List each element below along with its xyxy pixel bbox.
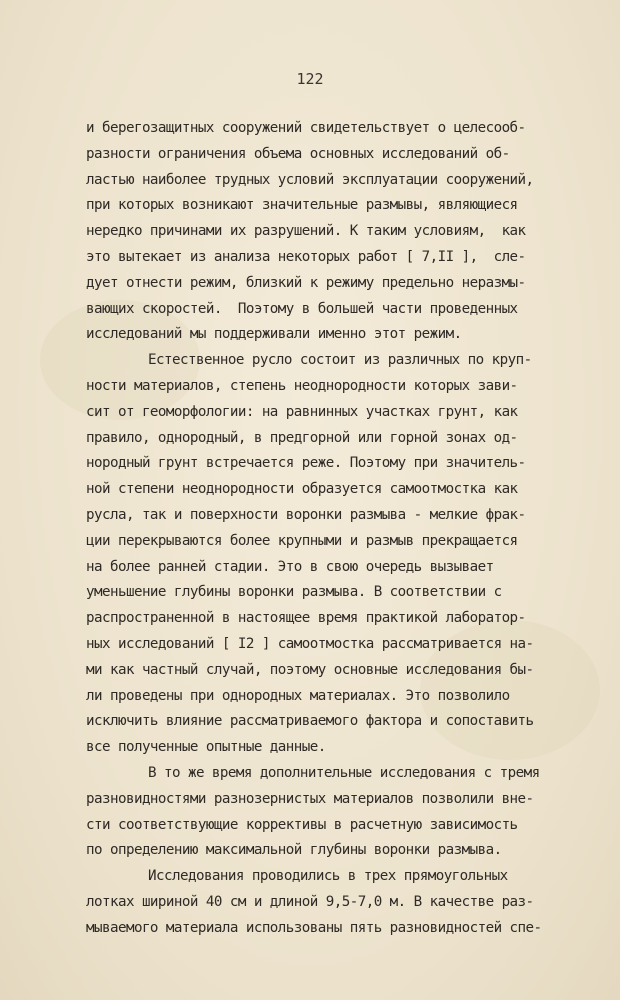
text-line: на более ранней стадии. Это в свою очередь вызывает	[86, 558, 494, 575]
text-line: вающих скоростей. Поэтому в большей части проведенных	[86, 300, 518, 317]
text-line: ли проведены при однородных материалах. Это позволило	[86, 687, 510, 704]
text-line: это вытекает из анализа некоторых работ [ 7,II ], сле-	[86, 248, 526, 265]
text-line: ных исследований [ I2 ] самоотмостка рассматривается на-	[86, 635, 534, 652]
text-line: исследований мы поддерживали именно этот режим.	[86, 326, 462, 343]
page-number: 122	[296, 70, 324, 88]
text-line: мываемого материала использованы пять разновидностей спе-	[86, 919, 542, 936]
text-line: В то же время дополнительные исследования с тремя	[148, 764, 540, 781]
text-line: Исследования проводились в трех прямоугольных	[148, 868, 508, 885]
text-line: правило, однородный, в предгорной или горной зонах од-	[86, 429, 518, 446]
text-line: Естественное русло состоит из различных по круп-	[148, 352, 532, 369]
text-line: при которых возникают значительные размывы, являющиеся	[86, 197, 518, 214]
text-line: разновидностями разнозернистых материалов позволили вне-	[86, 790, 534, 807]
text-line: русла, так и поверхности воронки размыва - мелкие фрак-	[86, 506, 526, 523]
text-line: распространенной в настоящее время практикой лаборатор-	[86, 610, 526, 627]
text-line: ми как частный случай, поэтому основные исследования бы-	[86, 661, 534, 678]
text-line: исключить влияние рассматриваемого фактора и сопоставить	[86, 713, 534, 730]
text-line: дует отнести режим, близкий к режиму предельно неразмы-	[86, 274, 526, 291]
text-line: ции перекрываются более крупными и размыв прекращается	[86, 532, 518, 549]
text-line: уменьшение глубины воронки размыва. В соответствии с	[86, 584, 502, 601]
text-line: ластью наиболее трудных условий эксплуатации сооружений,	[86, 171, 534, 188]
text-line: сти соответствующие коррективы в расчетную зависимость	[86, 816, 518, 833]
body-text	[86, 116, 606, 942]
text-line: сит от геоморфологии: на равнинных участках грунт, как	[86, 403, 518, 420]
text-line: все полученные опытные данные.	[86, 739, 326, 756]
text-line: ной степени неоднородности образуется самоотмостка как	[86, 481, 518, 498]
text-line: и берегозащитных сооружений свидетельствует о целесооб-	[86, 120, 526, 136]
text-line: лотках шириной 40 см и длиной 9,5-7,0 м. В качестве раз-	[86, 893, 534, 910]
text-line: нередко причинами их разрушений. К таким условиям, как	[86, 223, 526, 240]
text-line: по определению максимальной глубины воронки размыва.	[86, 842, 502, 859]
text-line: нородный грунт встречается реже. Поэтому при значитель-	[86, 455, 526, 472]
text-line: ности материалов, степень неоднородности которых зави-	[86, 377, 518, 394]
text-line: разности ограничения объема основных исследований об-	[86, 145, 510, 162]
